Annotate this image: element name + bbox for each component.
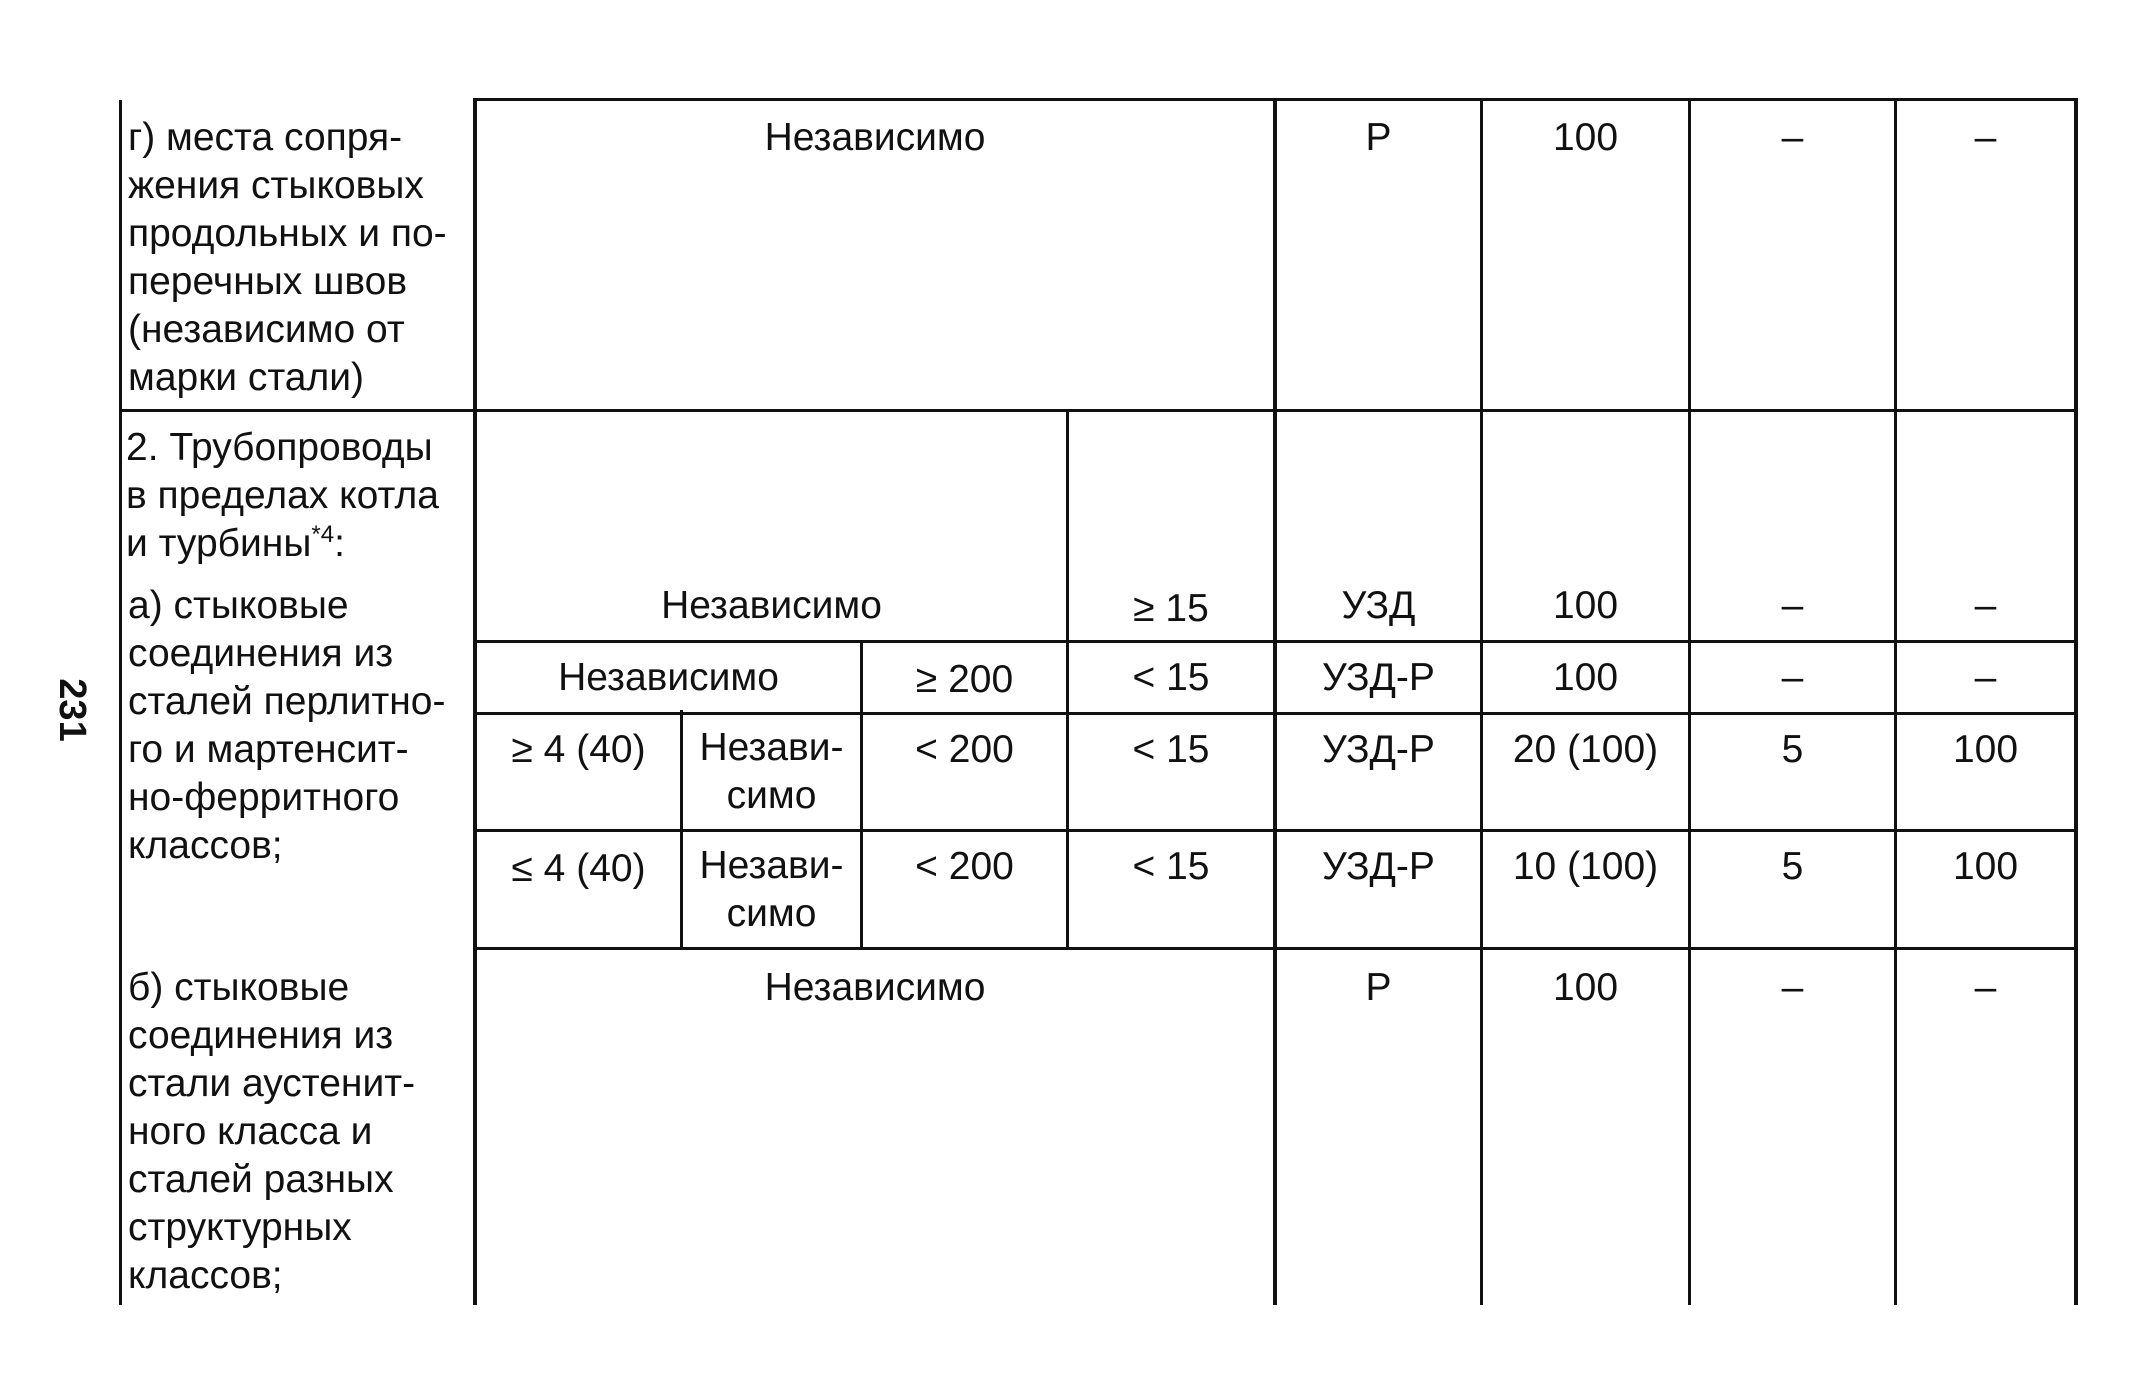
row-b-vol2: –: [1781, 966, 1804, 1009]
row-g-method: Р: [1365, 116, 1392, 159]
table-divider-method-vol1: [1480, 100, 1483, 1305]
section-2-heading-colon: :: [334, 522, 345, 565]
section-2-heading-text: 2. Трубопроводы в пределах котла и турбины: [126, 426, 439, 565]
table-divider-vol1-vol2: [1688, 100, 1691, 1305]
row-a1-method: УЗД: [1341, 584, 1416, 627]
row-a2-cols-1-2: Независимо: [558, 656, 779, 699]
row-a1-col4: ≥ 15: [1133, 587, 1209, 630]
section-2-heading: [126, 424, 466, 568]
row-separator-a2: [473, 712, 2078, 715]
row-a3-col3: < 200: [915, 728, 1014, 771]
row-a2-col4: < 15: [1132, 656, 1210, 699]
row-a4-vol1: 10 (100): [1512, 845, 1659, 888]
row-a4-method: УЗД-Р: [1322, 845, 1435, 888]
section-2-footnote-ref: *4: [311, 521, 335, 548]
row-a1-vol1: 100: [1552, 584, 1619, 627]
row-a4-col1: ≤ 4 (40): [511, 847, 646, 890]
table-border-top: [473, 98, 2078, 101]
row-separator-a4: [473, 947, 2078, 950]
row-a4-col4: < 15: [1132, 845, 1210, 888]
table-divider-vol2-vol3: [1894, 100, 1897, 1305]
row-a-label: а) стыковые соединения из сталей перлитно- го и мартенсит- но-ферритного классов;: [128, 584, 446, 867]
row-a4-col2: Незави- симо: [699, 844, 844, 935]
row-a1-vol3: –: [1974, 584, 1997, 627]
row-b-vol3: –: [1974, 966, 1997, 1009]
row-g-label: г) места сопря- жения стыковых продольных и по- перечных швов (независимо от марки стали): [128, 116, 447, 399]
table-divider-c4method: [1273, 100, 1277, 1305]
row-a3-col4: < 15: [1132, 728, 1210, 771]
row-a2-vol3: –: [1974, 656, 1997, 699]
row-a2-col3: ≥ 200: [915, 658, 1014, 701]
table-border-left: [119, 100, 122, 1305]
row-b-method: Р: [1365, 966, 1392, 1009]
row-a4-vol3: 100: [1952, 845, 2019, 888]
row-a3-col1: ≥ 4 (40): [511, 728, 646, 771]
row-g-vol1: 100: [1552, 116, 1619, 159]
row-a3-vol1: 20 (100): [1512, 728, 1659, 771]
row-a2-method: УЗД-Р: [1322, 656, 1435, 699]
row-separator-a3: [473, 829, 2078, 832]
row-g-vol3: –: [1974, 116, 1997, 159]
row-a2-vol2: –: [1781, 656, 1804, 699]
table-border-right: [2074, 100, 2078, 1305]
page-number: 231: [51, 678, 93, 742]
row-b-vol1: 100: [1552, 966, 1619, 1009]
row-a1-cols-1-3: Независимо: [661, 584, 882, 627]
row-a3-vol3: 100: [1952, 728, 2019, 771]
row-separator-g: [119, 409, 2078, 412]
row-a1-vol2: –: [1781, 584, 1804, 627]
row-g-vol2: –: [1781, 116, 1804, 159]
row-a3-col2: Незави- симо: [699, 726, 844, 817]
table-divider-label: [473, 100, 477, 1305]
row-a3-method: УЗД-Р: [1322, 728, 1435, 771]
row-a3-vol2: 5: [1781, 728, 1804, 771]
row-g-cols-1-4: Независимо: [764, 116, 986, 159]
row-a2-vol1: 100: [1552, 656, 1619, 699]
row-separator-a1: [473, 640, 2078, 643]
row-a4-vol2: 5: [1781, 845, 1804, 888]
row-a4-col3: < 200: [915, 845, 1014, 888]
row-b-label: б) стыковые соединения из стали аустенит- ного класса и сталей разных структурных классов;: [128, 966, 416, 1297]
row-b-cols-1-4: Независимо: [764, 966, 986, 1009]
